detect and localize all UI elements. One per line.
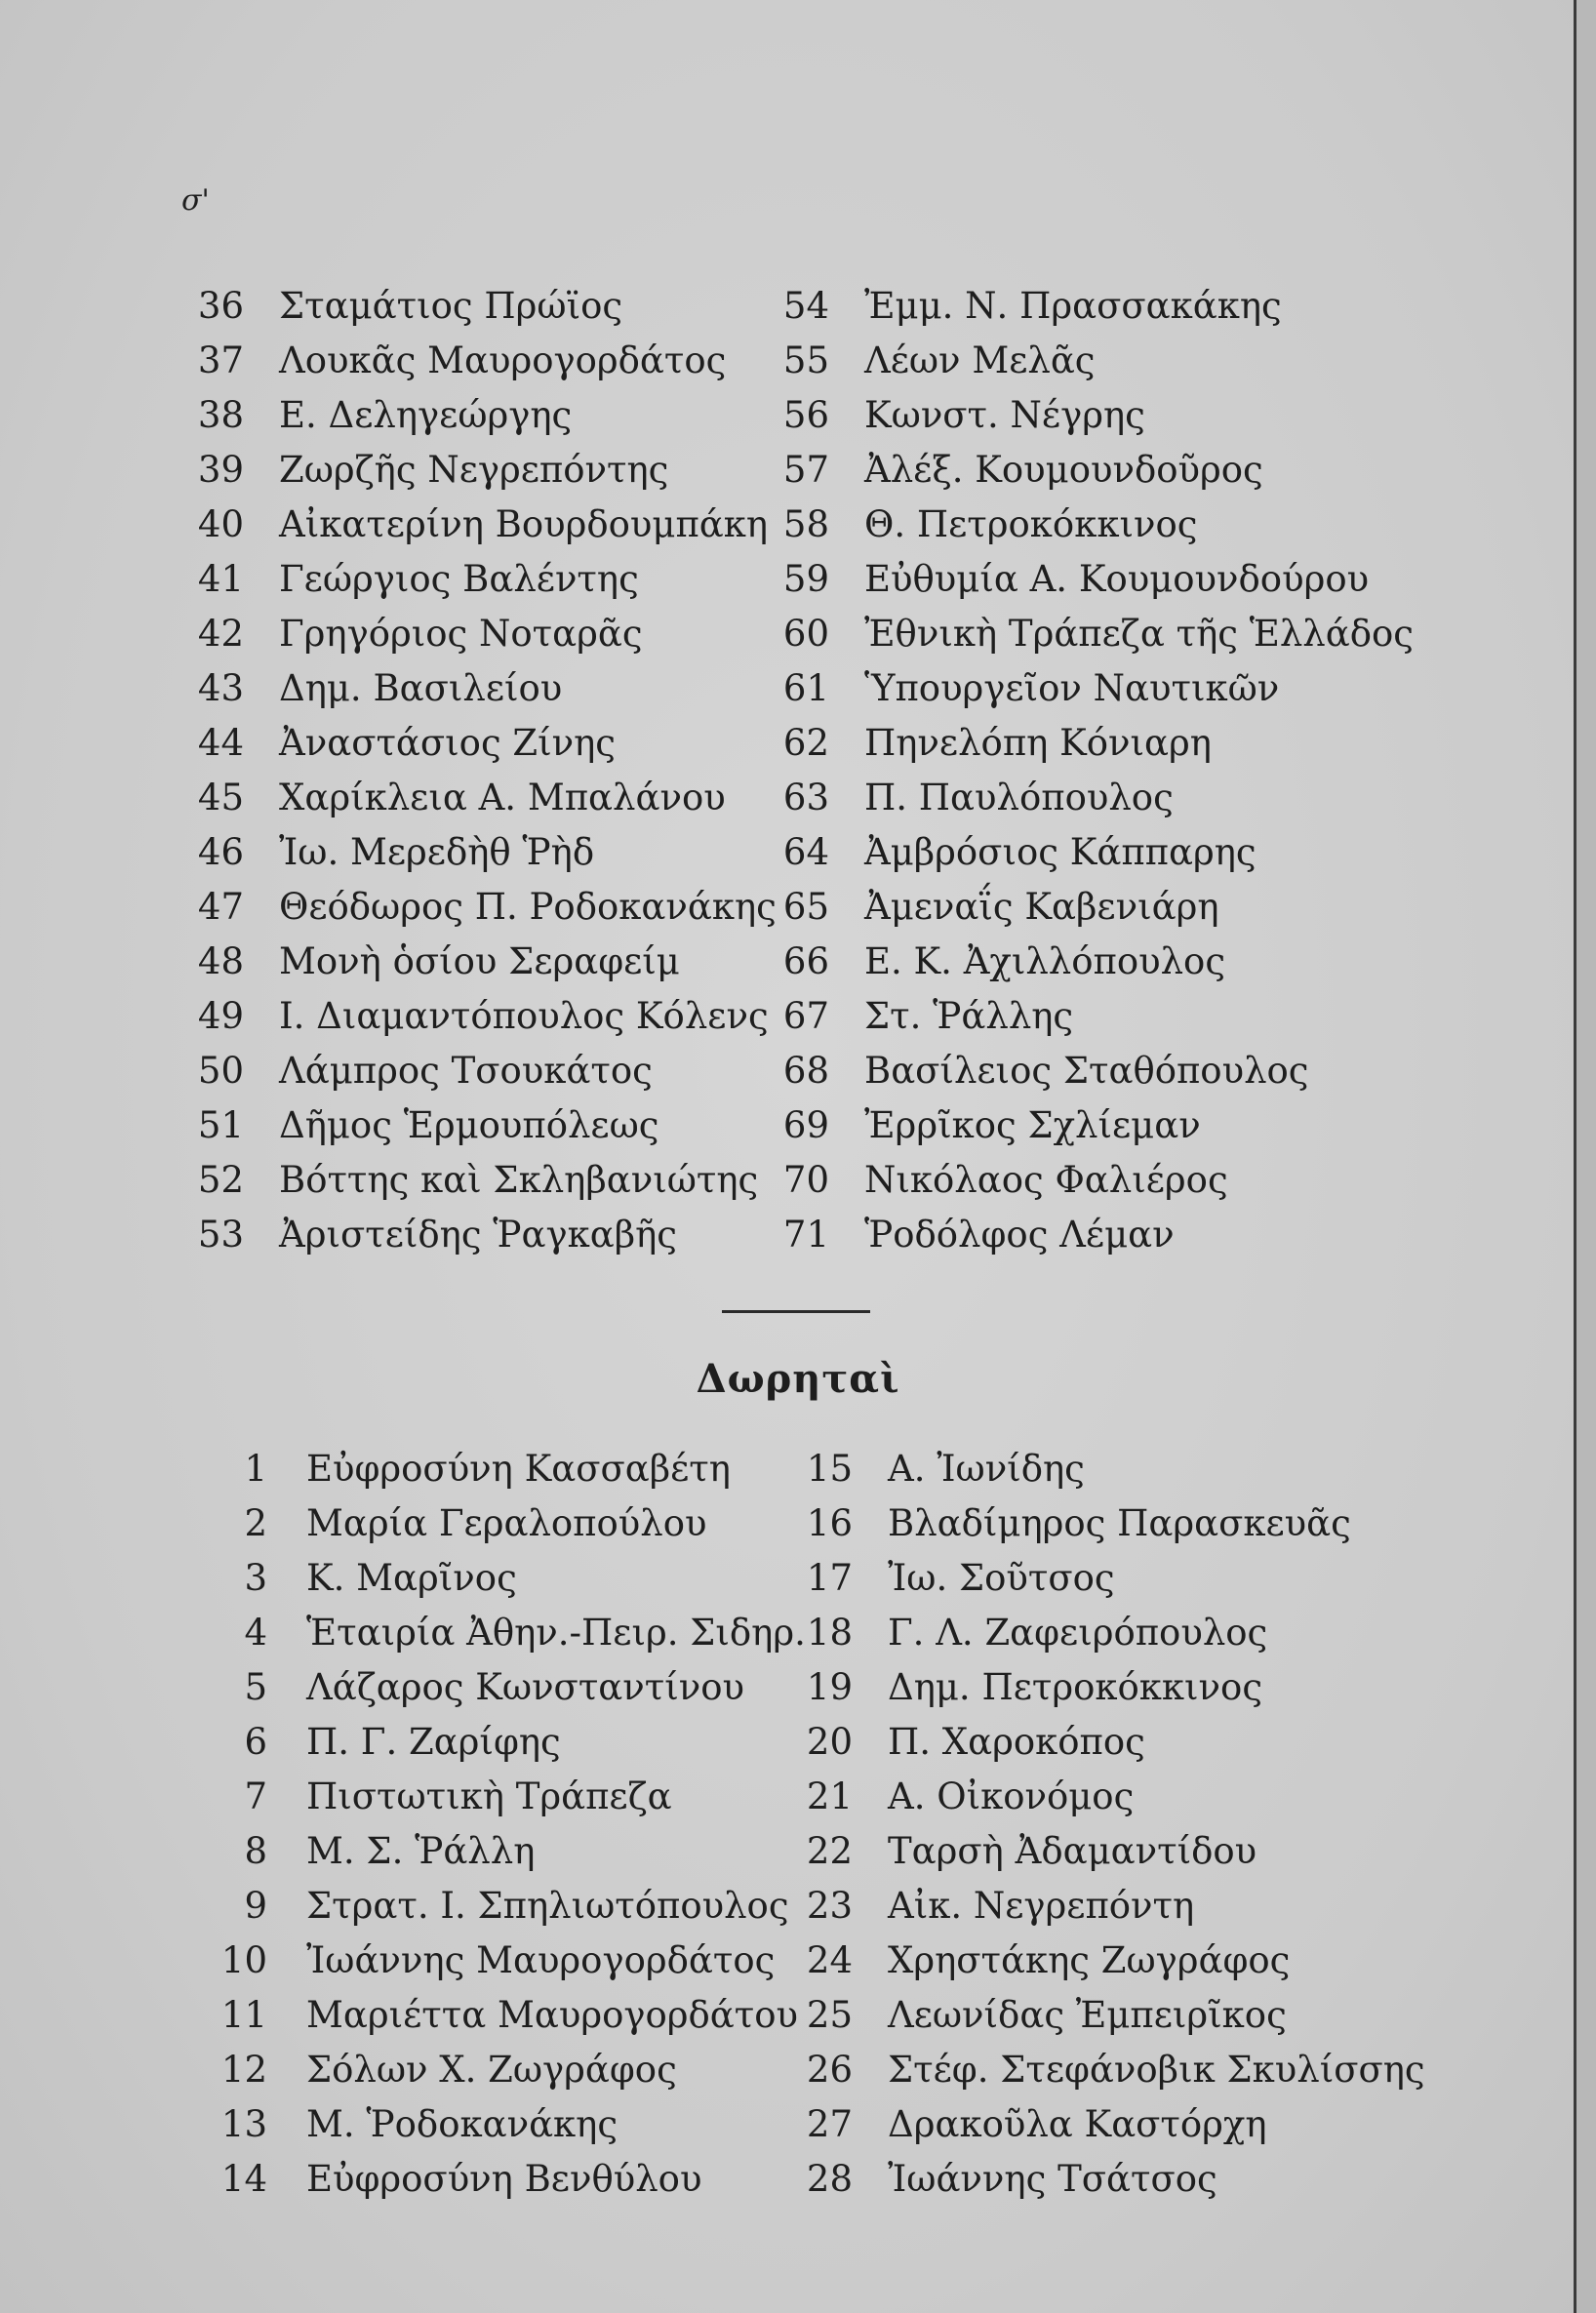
- entry-number: 38: [197, 394, 244, 436]
- entry-number: 22: [806, 1830, 853, 1872]
- entry-number: 15: [806, 1448, 853, 1490]
- entry-number: 37: [197, 339, 244, 381]
- entry-number: 56: [782, 394, 829, 436]
- entry-number: 53: [197, 1214, 244, 1256]
- entry-number: 21: [806, 1775, 853, 1817]
- entry-number: 45: [197, 777, 244, 818]
- list-item: [207, 2043, 792, 2097]
- entry-number: 71: [782, 1214, 829, 1256]
- entry-number: 26: [806, 2049, 853, 2091]
- entry-number: 46: [197, 831, 244, 873]
- entry-name: Ἀμεναΐς Καβενιάρη: [864, 886, 1219, 928]
- list-item: [771, 1153, 1454, 1208]
- entry-name: Ἰω. Σοῦτσος: [888, 1557, 1115, 1599]
- entry-name: Χρηστάκης Ζωγράφος: [888, 1939, 1291, 1981]
- list-item: [792, 1988, 1475, 2043]
- entry-number: 28: [806, 2158, 853, 2200]
- entry-name: Μονὴ ὁσίου Σεραφείμ: [279, 940, 680, 982]
- entry-name: Ι. Διαμαντόπουλος Κόλενς: [279, 995, 769, 1037]
- entry-name: Ἐμμ. Ν. Πρασσακάκης: [864, 285, 1282, 327]
- entry-number: 25: [806, 1994, 853, 2036]
- list-item: [771, 607, 1454, 661]
- entry-name: Α. Οἰκονόμος: [888, 1775, 1135, 1817]
- entry-name: Βασίλειος Σταθόπουλος: [864, 1050, 1309, 1092]
- entry-name: Σόλων Χ. Ζωγράφος: [306, 2049, 677, 2091]
- entry-number: 57: [782, 449, 829, 491]
- entry-number: 4: [244, 1612, 267, 1654]
- list-item: [771, 388, 1454, 443]
- entry-number: 63: [782, 777, 829, 818]
- list-item: [771, 1208, 1454, 1262]
- entry-name: Βόττης καὶ Σκληβανιώτης: [279, 1159, 759, 1201]
- list-item: [771, 443, 1454, 498]
- entry-number: 61: [782, 667, 829, 709]
- list-item: [207, 1496, 792, 1551]
- entry-name: Λέων Μελᾶς: [864, 339, 1096, 381]
- entry-number: 8: [244, 1830, 267, 1872]
- entry-name: Γρηγόριος Νοταρᾶς: [279, 613, 643, 655]
- entry-number: 50: [197, 1050, 244, 1092]
- entry-number: 13: [220, 2103, 267, 2145]
- entry-name: Γ. Λ. Ζαφειρόπουλος: [888, 1612, 1268, 1654]
- entry-name: Π. Γ. Ζαρίφης: [306, 1721, 561, 1763]
- list-item: [792, 2097, 1475, 2152]
- entry-name: Ἰωάννης Τσάτσος: [888, 2158, 1217, 2200]
- list-item: [185, 443, 771, 498]
- entry-name: Ἰω. Μερεδὴθ Ῥὴδ: [279, 831, 595, 873]
- list-item: [185, 771, 771, 825]
- entry-name: Θ. Πετροκόκκινος: [864, 503, 1198, 545]
- entry-number: 20: [806, 1721, 853, 1763]
- list-item: [185, 825, 771, 880]
- entry-name: Ἀναστάσιος Ζίνης: [279, 722, 617, 764]
- list-item: [185, 1098, 771, 1153]
- list-item: [771, 552, 1454, 607]
- entry-name: Λάμπρος Τσουκάτος: [279, 1050, 653, 1092]
- list-item: [207, 1442, 792, 1496]
- entry-number: 67: [782, 995, 829, 1037]
- entry-number: 11: [220, 1994, 267, 2036]
- list-item: [792, 1551, 1475, 1606]
- entry-name: Θεόδωρος Π. Ροδοκανάκης: [279, 886, 777, 928]
- entry-name: Α. Ἰωνίδης: [888, 1448, 1085, 1490]
- list-item: [185, 279, 771, 334]
- entry-number: 23: [806, 1885, 853, 1927]
- entry-name: Πιστωτικὴ Τράπεζα: [306, 1775, 672, 1817]
- entry-name: Δημ. Βασιλείου: [279, 667, 563, 709]
- list-item: [185, 552, 771, 607]
- entry-number: 59: [782, 558, 829, 600]
- page-number: σ': [181, 183, 210, 218]
- entry-name: Σταμάτιος Πρώϊος: [279, 285, 623, 327]
- list-item: [771, 771, 1454, 825]
- entry-name: Στρατ. Ι. Σπηλιωτόπουλος: [306, 1885, 789, 1927]
- donors-heading: Δωρηταὶ: [696, 1356, 900, 1402]
- list-item: [771, 935, 1454, 989]
- list-item: [792, 1934, 1475, 1988]
- entry-name: Μαριέττα Μαυρογορδάτου: [306, 1994, 799, 2036]
- entry-name: Στέφ. Στεφάνοβικ Σκυλίσσης: [888, 2049, 1425, 2091]
- entry-number: 36: [197, 285, 244, 327]
- entry-number: 16: [806, 1502, 853, 1544]
- entry-number: 41: [197, 558, 244, 600]
- entry-number: 51: [197, 1104, 244, 1146]
- entry-name: Αἰκ. Νεγρεπόντη: [888, 1885, 1195, 1927]
- list-item: [185, 989, 771, 1044]
- list-item: [185, 1208, 771, 1262]
- entry-number: 7: [244, 1775, 267, 1817]
- entry-name: Ῥοδόλφος Λέμαν: [864, 1214, 1175, 1256]
- entry-number: 10: [220, 1939, 267, 1981]
- entry-number: 65: [782, 886, 829, 928]
- entry-name: Ἐθνικὴ Τράπεζα τῆς Ἑλλάδος: [864, 613, 1415, 655]
- entry-number: 52: [197, 1159, 244, 1201]
- list-item: [792, 2152, 1475, 2207]
- entry-name: Ἀλέξ. Κουμουνδοῦρος: [864, 449, 1263, 491]
- entry-number: 5: [244, 1666, 267, 1708]
- list-item: [771, 279, 1454, 334]
- donors-list: [0, 1442, 1596, 2222]
- entry-number: 40: [197, 503, 244, 545]
- donors-column-left: [207, 1442, 806, 2207]
- list-item: [185, 661, 771, 716]
- list-item: [207, 1660, 792, 1715]
- list-item: [207, 1988, 799, 2043]
- list-item: [185, 716, 771, 771]
- entry-name: Π. Χαροκόπος: [888, 1721, 1145, 1763]
- entry-number: 68: [782, 1050, 829, 1092]
- entry-number: 27: [806, 2103, 853, 2145]
- entry-name: Αἰκατερίνη Βουρδουμπάκη: [279, 503, 769, 545]
- subscribers-column-left: [185, 279, 777, 1262]
- entry-name: Ἀμβρόσιος Κάππαρης: [864, 831, 1257, 873]
- list-item: [207, 1715, 792, 1770]
- entry-number: 24: [806, 1939, 853, 1981]
- list-item: [792, 1715, 1475, 1770]
- entry-number: 55: [782, 339, 829, 381]
- subscribers-column-right: [771, 279, 1454, 1262]
- entry-number: 58: [782, 503, 829, 545]
- list-item: [207, 1934, 792, 1988]
- section-divider: [722, 1310, 870, 1313]
- entry-name: Ἑταιρία Ἀθην.-Πειρ. Σιδηρ.: [306, 1612, 806, 1654]
- list-item: [792, 1660, 1475, 1715]
- list-item: [771, 334, 1454, 388]
- list-item: [792, 1824, 1475, 1879]
- entry-name: Π. Παυλόπουλος: [864, 777, 1174, 818]
- entry-name: Κωνστ. Νέγρης: [864, 394, 1145, 436]
- list-item: [771, 716, 1454, 771]
- entry-number: 44: [197, 722, 244, 764]
- entry-number: 12: [220, 2049, 267, 2091]
- entry-name: Εὐφροσύνη Βενθύλου: [306, 2158, 702, 2200]
- list-item: [185, 1044, 771, 1098]
- entry-name: Ἐρρῖκος Σχλίεμαν: [864, 1104, 1201, 1146]
- list-item: [207, 2152, 792, 2207]
- entry-name: Δρακοῦλα Καστόρχη: [888, 2103, 1267, 2145]
- entry-name: Ἀριστείδης Ῥαγκαβῆς: [279, 1214, 678, 1256]
- entry-number: 9: [244, 1885, 267, 1927]
- entry-name: Στ. Ῥάλλης: [864, 995, 1074, 1037]
- entry-name: Χαρίκλεια Α. Μπαλάνου: [279, 777, 726, 818]
- entry-name: Δῆμος Ἑρμουπόλεως: [279, 1104, 659, 1146]
- entry-name: Ε. Δεληγεώργης: [279, 394, 573, 436]
- list-item: [207, 1551, 792, 1606]
- list-item: [771, 661, 1454, 716]
- list-item: [771, 1044, 1454, 1098]
- entry-name: Μ. Σ. Ῥάλλη: [306, 1830, 536, 1872]
- entry-name: Λεωνίδας Ἐμπειρῖκος: [888, 1994, 1287, 2036]
- entry-name: Εὐφροσύνη Κασσαβέτη: [306, 1448, 731, 1490]
- entry-number: 43: [197, 667, 244, 709]
- entry-number: 17: [806, 1557, 853, 1599]
- list-item: [185, 935, 771, 989]
- list-item: [185, 607, 771, 661]
- entry-number: 39: [197, 449, 244, 491]
- list-item: [792, 1606, 1475, 1660]
- entry-number: 69: [782, 1104, 829, 1146]
- list-item: [207, 1824, 792, 1879]
- entry-number: 48: [197, 940, 244, 982]
- entry-number: 64: [782, 831, 829, 873]
- list-item: [207, 1606, 806, 1660]
- entry-name: Γεώργιος Βαλέντης: [279, 558, 639, 600]
- entry-name: Λουκᾶς Μαυρογορδάτος: [279, 339, 727, 381]
- list-item: [771, 825, 1454, 880]
- list-item: [771, 989, 1454, 1044]
- list-item: [771, 498, 1454, 552]
- entry-number: 60: [782, 613, 829, 655]
- entry-number: 2: [244, 1502, 267, 1544]
- list-item: [207, 1879, 792, 1934]
- entry-name: Πηνελόπη Κόνιαρη: [864, 722, 1212, 764]
- list-item: [185, 880, 777, 935]
- entry-number: 6: [244, 1721, 267, 1763]
- entry-number: 47: [197, 886, 244, 928]
- entry-name: Ζωρζῆς Νεγρεπόντης: [279, 449, 669, 491]
- list-item: [207, 1770, 792, 1824]
- list-item: [792, 1770, 1475, 1824]
- entry-name: Δημ. Πετροκόκκινος: [888, 1666, 1263, 1708]
- list-item: [185, 498, 771, 552]
- entry-number: 70: [782, 1159, 829, 1201]
- entry-number: 42: [197, 613, 244, 655]
- entry-number: 62: [782, 722, 829, 764]
- list-item: [185, 1153, 771, 1208]
- list-item: [771, 1098, 1454, 1153]
- list-item: [185, 388, 771, 443]
- entry-number: 1: [244, 1448, 267, 1490]
- entry-name: Μ. Ῥοδοκανάκης: [306, 2103, 618, 2145]
- entry-name: Κ. Μαρῖνος: [306, 1557, 517, 1599]
- entry-name: Ὑπουργεῖον Ναυτικῶν: [864, 667, 1280, 709]
- list-item: [207, 2097, 792, 2152]
- entry-name: Λάζαρος Κωνσταντίνου: [306, 1666, 745, 1708]
- entry-number: 14: [220, 2158, 267, 2200]
- list-item: [792, 1879, 1475, 1934]
- list-item: [792, 1442, 1475, 1496]
- entry-number: 18: [806, 1612, 853, 1654]
- entry-number: 3: [244, 1557, 267, 1599]
- list-item: [185, 334, 771, 388]
- entry-name: Ταρσὴ Ἀδαμαντίδου: [888, 1830, 1257, 1872]
- entry-number: 54: [782, 285, 829, 327]
- list-item: [771, 880, 1454, 935]
- entry-number: 66: [782, 940, 829, 982]
- entry-name: Ἰωάννης Μαυρογορδάτος: [306, 1939, 776, 1981]
- entry-number: 19: [806, 1666, 853, 1708]
- list-item: [792, 2043, 1475, 2097]
- entry-name: Μαρία Γεραλοπούλου: [306, 1502, 707, 1544]
- entry-number: 49: [197, 995, 244, 1037]
- entry-name: Ε. Κ. Ἀχιλλόπουλος: [864, 940, 1226, 982]
- donors-column-right: [792, 1442, 1475, 2207]
- subscribers-list: [0, 279, 1596, 1266]
- entry-name: Βλαδίμηρος Παρασκευᾶς: [888, 1502, 1351, 1544]
- list-item: [792, 1496, 1475, 1551]
- entry-name: Νικόλαος Φαλιέρος: [864, 1159, 1228, 1201]
- entry-name: Εὐθυμία Α. Κουμουνδούρου: [864, 558, 1370, 600]
